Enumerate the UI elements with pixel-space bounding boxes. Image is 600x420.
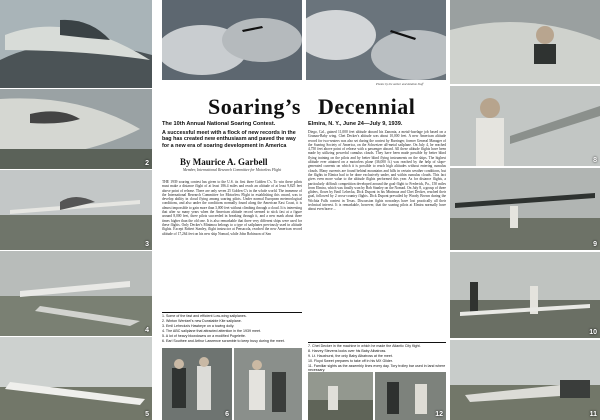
photo-number: 12 bbox=[435, 411, 443, 418]
caption-1: 1. Some of the fast and efficient Low-wing sailplanes. bbox=[162, 314, 247, 318]
photo-field-assembly bbox=[308, 372, 373, 420]
photo-pilot-with-sailplane bbox=[450, 86, 600, 166]
photo-glider-on-field bbox=[0, 170, 152, 250]
subhead-contest: The 10th Annual National Soaring Contest. bbox=[162, 121, 276, 127]
body-column-1: THE 1939 soaring contest has given to the U.S. its first three Golden C's. To win these pilots must make a distance flight of at least 186.4 miles and reach an altitude of at least 9,825 feet above point of release. There are only seven 25 Golden C's in the whole world. The immense of the International Research Committee for Motorless Flight in establishing this award, was to develop ability in cloud flying among soaring pilots. Under normal European meteorological conditions, and also under the conditions normally found along the American East Coast, it is almost impossible to gain more than 3,000 feet without climbing through a cloud. It is interesting that after so many years when the American altitude record seemed to stick fast at a figure around 8,000 feet, three pilots succeeded in breaking through it, and a new mark about three times higher than the old one. It is also remarkable that three very different ships were used for these flights. Only Decker's Minimoa belongs to a type of sailplanes previously used in altitude flights. Except Robert Stanley, flight instructor at Pensacola, reached the new American record altitude of 17,264 feet on his new ship Nomad, while John Robinson of San bbox=[162, 180, 302, 236]
article-deck: A successful meet with a flock of new records in the bag has created new enthusiasm and paved the way for a new era of soaring development in America bbox=[162, 130, 296, 149]
photo-sailplane-on-ground bbox=[450, 168, 600, 250]
photo-towed-sailplane bbox=[450, 340, 600, 420]
photo-number: 8 bbox=[593, 157, 597, 164]
photo-number: 5 bbox=[145, 411, 149, 418]
photo-number: 6 bbox=[225, 411, 229, 418]
article-title-right: Decennial bbox=[318, 94, 416, 119]
photo-credit: Photos by the author and Aviation Staff bbox=[376, 82, 424, 86]
photo-number: 11 bbox=[589, 411, 597, 418]
photo-glider-in-clouds-right bbox=[306, 0, 446, 80]
captions-right bbox=[308, 344, 446, 373]
caption-8: 8. Harvey Stevens looks over his Baby Albatross. bbox=[308, 349, 387, 353]
caption-6: 6. Earl Southee and Arthur Lawrence scramble to keep busy during the meet. bbox=[162, 339, 285, 343]
photo-glider-nose bbox=[0, 89, 152, 169]
caption-rule-right bbox=[308, 342, 446, 343]
photo-pilot-group bbox=[234, 348, 302, 420]
caption-7: 7. Chet Decker in the machine in which he made the Atlantic City flight. bbox=[308, 344, 421, 348]
caption-rule-left bbox=[162, 312, 302, 313]
caption-10: 10. Floyd Sweet prepares to take off in his MX Glider. bbox=[308, 359, 393, 363]
caption-2: 2. Winton Wentzel's new Dunstable Kite sailplane. bbox=[162, 319, 242, 323]
photo-men-at-meet bbox=[162, 348, 232, 420]
caption-5: 5. A lot of heavy blowdowns on a modified Pugelette. bbox=[162, 334, 246, 338]
photo-pilot-in-cockpit bbox=[450, 0, 600, 84]
photo-glider-in-clouds-left bbox=[162, 0, 302, 80]
caption-3: 3. Emil Lehecka's Hawkeye on a towing dolly. bbox=[162, 324, 235, 328]
photo-number: 3 bbox=[145, 241, 149, 248]
caption-9: 9. Lt. Hauxhurst, the only Baby Albatross at the meet. bbox=[308, 354, 393, 358]
body-column-2: Diego, Cal., gained 11,000 feet altitude aboard his Zanonia, a metal-fuselage job based on a Grunau-Baby wing. Chet Decker's altitude was about 10,000 feet. A new American altitude record for two-seaters was also set during the contest by Barringer, former General Manager of the Soaring Society of America, on the Schweizer all-metal sailplane. On July 4, he reached 4,750 feet above point of release with a passenger aboard. All these altitude flights have been made by utilizing powerful cumulus clouds. They have been made possible by better blind flying training on the pilots and by better blind flying instruments on the ships. The highest altitude ever attained on a motorless plane (36,000 ft.) was reached by the help of slope-generated currents on which it is possible to reach high altitudes without entering cumulus clouds. Many currents are found behind mountains and hills in certain weather conditions, but the flights in Elmira had to be done exclusively under, and within cumulus clouds. This fact gives even more value to the altitude flights performed this year. As for distance flights, a particularly difficult competition developed around the goal-flight to Frederick, Pa., 150 miles from Elmira, which was finally won by Bob Stanley on the Nomad. On July 8, a group of three gliders, flown by Emil Lehecka, Dick Dupont in his Minimoa and Chet Decker, reached their goal, followed by 2 cross-country flights. Dick Dupont prevailed by Woody Brown during the Wichita Falls contest in Texas. Discussion fights nowadays have lost practically all their technical interest. It is remarkable, however, that the soaring pilots at Elmira normally have about even brave ... bbox=[308, 130, 446, 212]
caption-11: 11. Familiar sights as the assembly lines every day. Tory trolley bar used in land where necessary. bbox=[308, 364, 446, 373]
article-title-left: Soaring’s bbox=[208, 94, 301, 119]
caption-4: 4. The ABC sailplane that attracted attention in the 1939 meet. bbox=[162, 329, 262, 333]
captions-left bbox=[162, 314, 302, 344]
photo-number: 2 bbox=[145, 160, 149, 167]
photo-ground-crew bbox=[375, 372, 446, 420]
photo-glider-landing bbox=[0, 337, 152, 420]
photo-crowd-and-glider bbox=[450, 252, 600, 338]
author-affiliation: Member, International Research Committee for Motorless Flight bbox=[182, 168, 282, 172]
subhead-dates: Elmira, N. Y., June 24—July 9, 1939. bbox=[308, 121, 403, 127]
photo-number: 4 bbox=[145, 327, 149, 334]
photo-glider-cockpit bbox=[0, 0, 152, 88]
byline: By Maurice A. Garbell bbox=[180, 157, 268, 167]
photo-number: 9 bbox=[593, 241, 597, 248]
photo-sailplanes-lineup bbox=[0, 251, 152, 336]
photo-number: 10 bbox=[589, 329, 597, 336]
